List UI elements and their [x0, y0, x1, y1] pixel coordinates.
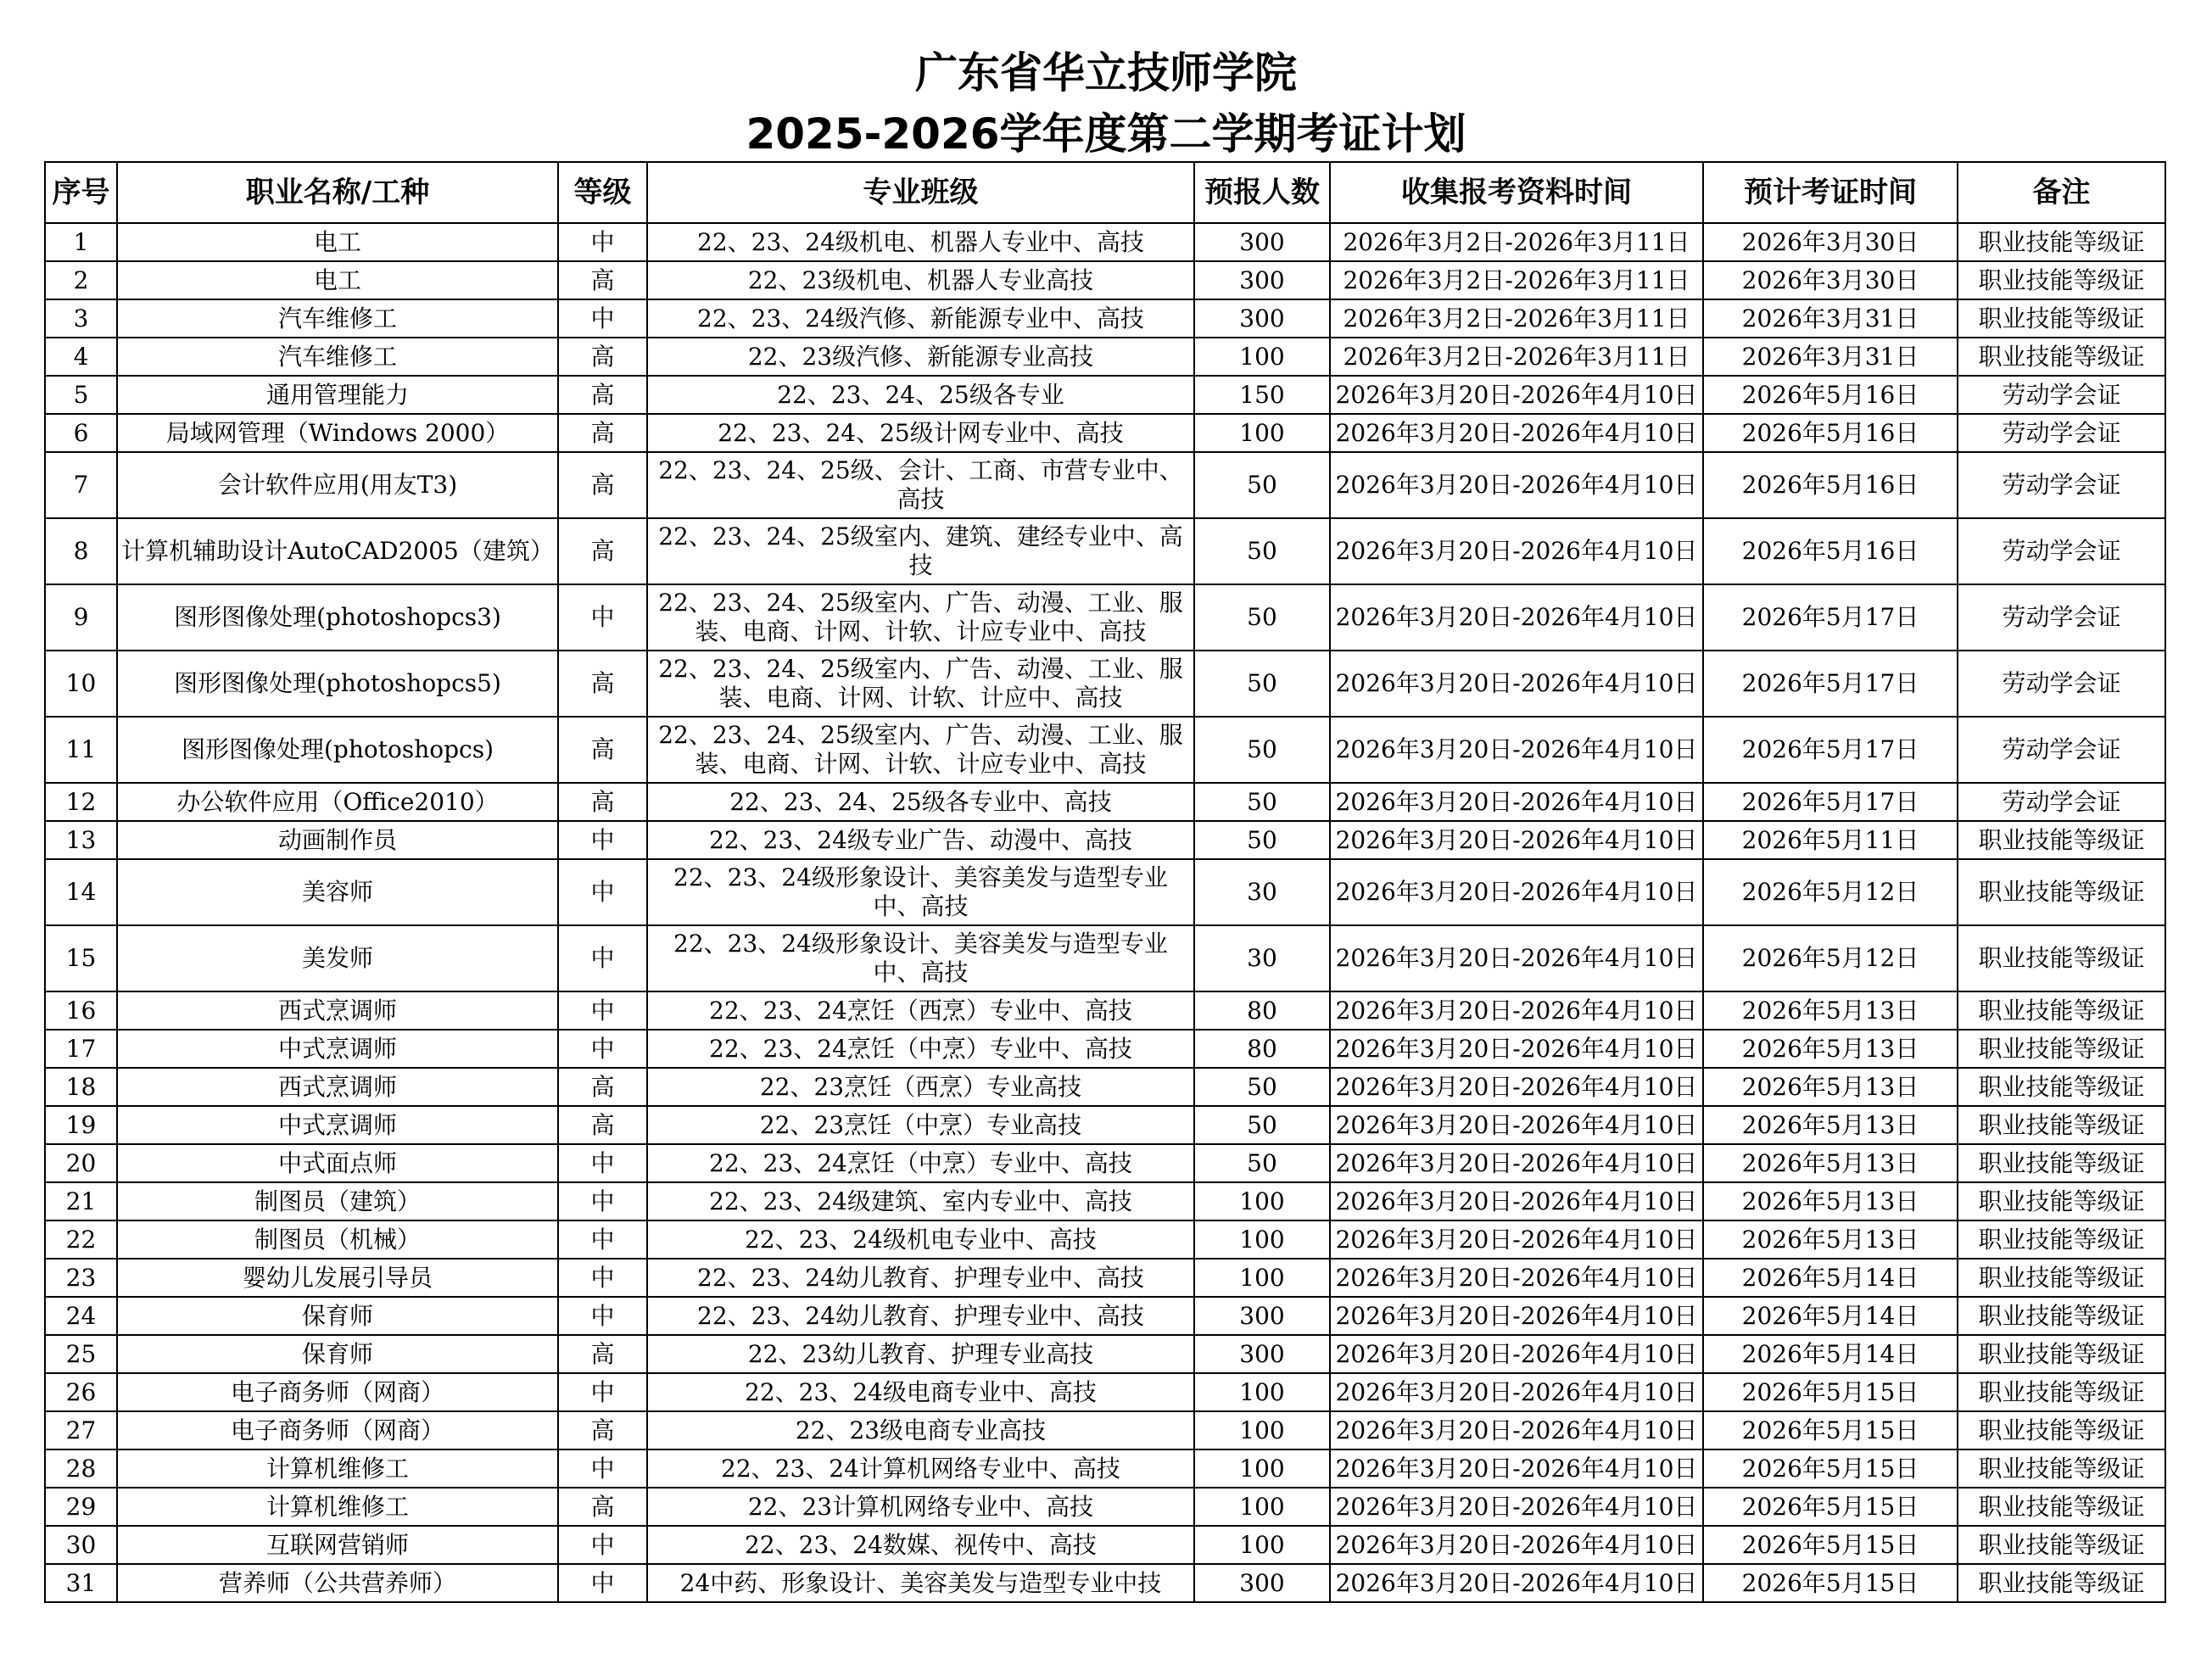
cell-level: 中 [558, 1526, 647, 1564]
cell-collect: 2026年3月20日-2026年4月10日 [1330, 414, 1703, 452]
cell-level: 高 [558, 518, 647, 584]
cell-level: 中 [558, 859, 647, 925]
cell-level: 高 [558, 1411, 647, 1449]
header-no: 序号 [45, 162, 117, 223]
cell-major: 22、23、24、25级各专业中、高技 [647, 783, 1194, 821]
cell-count: 50 [1194, 717, 1330, 783]
cell-major: 22、23、24级形象设计、美容美发与造型专业中、高技 [647, 925, 1194, 991]
cell-exam: 2026年5月13日 [1703, 991, 1958, 1030]
cell-count: 100 [1194, 1259, 1330, 1297]
table-header-row [45, 162, 2165, 223]
cell-no: 22 [45, 1220, 117, 1259]
cell-collect: 2026年3月2日-2026年3月11日 [1330, 299, 1703, 338]
cell-collect: 2026年3月20日-2026年4月10日 [1330, 991, 1703, 1030]
cell-count: 50 [1194, 1068, 1330, 1106]
cell-count: 50 [1194, 452, 1330, 518]
table-row [45, 261, 2165, 299]
cell-level: 高 [558, 452, 647, 518]
cell-no: 19 [45, 1106, 117, 1144]
cell-major: 22、23、24级汽修、新能源专业中、高技 [647, 299, 1194, 338]
table-row [45, 338, 2165, 376]
cell-count: 100 [1194, 1373, 1330, 1411]
cell-level: 中 [558, 1030, 647, 1068]
cell-count: 100 [1194, 338, 1330, 376]
cell-exam: 2026年5月14日 [1703, 1297, 1958, 1335]
cell-exam: 2026年5月15日 [1703, 1411, 1958, 1449]
table-row [45, 925, 2165, 991]
cell-name: 中式面点师 [117, 1144, 558, 1182]
cell-no: 9 [45, 584, 117, 651]
cell-exam: 2026年5月13日 [1703, 1106, 1958, 1144]
cell-level: 中 [558, 1182, 647, 1220]
cell-exam: 2026年5月15日 [1703, 1564, 1958, 1602]
cell-major: 22、23、24级建筑、室内专业中、高技 [647, 1182, 1194, 1220]
cell-name: 美发师 [117, 925, 558, 991]
header-count: 预报人数 [1194, 162, 1330, 223]
cell-count: 50 [1194, 1106, 1330, 1144]
cell-name: 中式烹调师 [117, 1030, 558, 1068]
table-row [45, 1564, 2165, 1602]
cell-collect: 2026年3月20日-2026年4月10日 [1330, 1564, 1703, 1602]
cell-no: 2 [45, 261, 117, 299]
cell-count: 50 [1194, 518, 1330, 584]
cell-collect: 2026年3月20日-2026年4月10日 [1330, 1449, 1703, 1488]
cell-major: 22、23、24、25级、会计、工商、市营专业中、高技 [647, 452, 1194, 518]
cell-exam: 2026年3月31日 [1703, 299, 1958, 338]
cell-exam: 2026年5月13日 [1703, 1220, 1958, 1259]
cell-collect: 2026年3月20日-2026年4月10日 [1330, 859, 1703, 925]
cell-level: 高 [558, 338, 647, 376]
cell-count: 100 [1194, 1449, 1330, 1488]
cell-level: 高 [558, 651, 647, 717]
cell-note: 职业技能等级证 [1958, 1564, 2165, 1602]
cell-collect: 2026年3月2日-2026年3月11日 [1330, 338, 1703, 376]
cell-no: 23 [45, 1259, 117, 1297]
cell-note: 职业技能等级证 [1958, 1182, 2165, 1220]
cell-major: 22、23、24、25级室内、广告、动漫、工业、服装、电商、计网、计软、计应专业中、高技 [647, 584, 1194, 651]
cell-name: 图形图像处理(photoshopcs3) [117, 584, 558, 651]
table-row [45, 452, 2165, 518]
cell-no: 3 [45, 299, 117, 338]
cell-exam: 2026年5月16日 [1703, 518, 1958, 584]
cell-level: 高 [558, 1068, 647, 1106]
cell-count: 300 [1194, 299, 1330, 338]
cell-name: 电工 [117, 261, 558, 299]
table-row [45, 717, 2165, 783]
table-row [45, 376, 2165, 414]
cell-major: 22、23、24级机电、机器人专业中、高技 [647, 223, 1194, 261]
cell-major: 22、23级电商专业高技 [647, 1411, 1194, 1449]
cell-no: 8 [45, 518, 117, 584]
cell-collect: 2026年3月20日-2026年4月10日 [1330, 1220, 1703, 1259]
cell-level: 中 [558, 1449, 647, 1488]
table-row [45, 1449, 2165, 1488]
cell-exam: 2026年5月14日 [1703, 1259, 1958, 1297]
cell-note: 职业技能等级证 [1958, 1411, 2165, 1449]
cell-note: 职业技能等级证 [1958, 1144, 2165, 1182]
cell-collect: 2026年3月20日-2026年4月10日 [1330, 1488, 1703, 1526]
cell-no: 1 [45, 223, 117, 261]
cell-exam: 2026年5月13日 [1703, 1182, 1958, 1220]
cell-note: 劳动学会证 [1958, 584, 2165, 651]
cell-count: 80 [1194, 1030, 1330, 1068]
cell-name: 会计软件应用(用友T3) [117, 452, 558, 518]
cell-major: 22、23、24幼儿教育、护理专业中、高技 [647, 1297, 1194, 1335]
header-note: 备注 [1958, 162, 2165, 223]
cell-count: 50 [1194, 821, 1330, 859]
table-row [45, 1259, 2165, 1297]
cell-name: 动画制作员 [117, 821, 558, 859]
cell-count: 300 [1194, 261, 1330, 299]
cell-exam: 2026年5月17日 [1703, 717, 1958, 783]
cell-exam: 2026年5月15日 [1703, 1526, 1958, 1564]
document-title: 广东省华立技师学院 [915, 48, 1297, 98]
cell-note: 职业技能等级证 [1958, 1449, 2165, 1488]
table-row [45, 1335, 2165, 1373]
cell-major: 22、23、24、25级室内、广告、动漫、工业、服装、电商、计网、计软、计应专业中、高技 [647, 717, 1194, 783]
cell-count: 300 [1194, 223, 1330, 261]
cell-exam: 2026年5月17日 [1703, 651, 1958, 717]
cell-count: 300 [1194, 1297, 1330, 1335]
cell-collect: 2026年3月20日-2026年4月10日 [1330, 1182, 1703, 1220]
exam-plan-table [44, 161, 2166, 1603]
cell-major: 22、23级机电、机器人专业高技 [647, 261, 1194, 299]
cell-name: 电子商务师（网商） [117, 1411, 558, 1449]
cell-level: 中 [558, 1259, 647, 1297]
cell-major: 22、23、24数媒、视传中、高技 [647, 1526, 1194, 1564]
table-row [45, 1182, 2165, 1220]
table-row [45, 783, 2165, 821]
table-row [45, 1030, 2165, 1068]
cell-note: 劳动学会证 [1958, 717, 2165, 783]
cell-no: 31 [45, 1564, 117, 1602]
cell-exam: 2026年5月16日 [1703, 414, 1958, 452]
cell-note: 职业技能等级证 [1958, 1488, 2165, 1526]
table-row [45, 414, 2165, 452]
cell-note: 职业技能等级证 [1958, 1259, 2165, 1297]
cell-name: 汽车维修工 [117, 299, 558, 338]
table-row [45, 1068, 2165, 1106]
cell-major: 22、23级汽修、新能源专业高技 [647, 338, 1194, 376]
cell-level: 中 [558, 584, 647, 651]
cell-collect: 2026年3月20日-2026年4月10日 [1330, 452, 1703, 518]
cell-collect: 2026年3月20日-2026年4月10日 [1330, 1373, 1703, 1411]
cell-name: 通用管理能力 [117, 376, 558, 414]
table-row [45, 584, 2165, 651]
cell-no: 16 [45, 991, 117, 1030]
cell-note: 职业技能等级证 [1958, 1297, 2165, 1335]
cell-no: 5 [45, 376, 117, 414]
cell-collect: 2026年3月20日-2026年4月10日 [1330, 651, 1703, 717]
cell-level: 高 [558, 1335, 647, 1373]
cell-major: 24中药、形象设计、美容美发与造型专业中技 [647, 1564, 1194, 1602]
table-row [45, 1297, 2165, 1335]
cell-name: 计算机维修工 [117, 1449, 558, 1488]
cell-exam: 2026年5月14日 [1703, 1335, 1958, 1373]
cell-level: 中 [558, 1373, 647, 1411]
cell-major: 22、23、24、25级各专业 [647, 376, 1194, 414]
cell-exam: 2026年5月13日 [1703, 1068, 1958, 1106]
cell-level: 高 [558, 261, 647, 299]
cell-level: 中 [558, 1220, 647, 1259]
cell-level: 高 [558, 717, 647, 783]
cell-note: 劳动学会证 [1958, 376, 2165, 414]
cell-exam: 2026年5月17日 [1703, 584, 1958, 651]
cell-collect: 2026年3月20日-2026年4月10日 [1330, 1335, 1703, 1373]
header-collect: 收集报考资料时间 [1330, 162, 1703, 223]
cell-name: 互联网营销师 [117, 1526, 558, 1564]
cell-major: 22、23、24烹饪（中烹）专业中、高技 [647, 1144, 1194, 1182]
header-major: 专业班级 [647, 162, 1194, 223]
cell-no: 18 [45, 1068, 117, 1106]
cell-count: 300 [1194, 1335, 1330, 1373]
cell-level: 高 [558, 414, 647, 452]
cell-note: 职业技能等级证 [1958, 925, 2165, 991]
cell-note: 职业技能等级证 [1958, 1526, 2165, 1564]
cell-exam: 2026年5月15日 [1703, 1488, 1958, 1526]
cell-level: 中 [558, 991, 647, 1030]
cell-level: 中 [558, 925, 647, 991]
cell-major: 22、23幼儿教育、护理专业高技 [647, 1335, 1194, 1373]
table-row [45, 821, 2165, 859]
header-exam: 预计考证时间 [1703, 162, 1958, 223]
cell-collect: 2026年3月20日-2026年4月10日 [1330, 1259, 1703, 1297]
cell-exam: 2026年5月12日 [1703, 925, 1958, 991]
cell-name: 汽车维修工 [117, 338, 558, 376]
cell-name: 计算机维修工 [117, 1488, 558, 1526]
table-row [45, 859, 2165, 925]
cell-exam: 2026年3月31日 [1703, 338, 1958, 376]
cell-count: 100 [1194, 1411, 1330, 1449]
cell-note: 劳动学会证 [1958, 518, 2165, 584]
cell-note: 职业技能等级证 [1958, 338, 2165, 376]
cell-no: 10 [45, 651, 117, 717]
cell-exam: 2026年5月17日 [1703, 783, 1958, 821]
cell-major: 22、23、24级形象设计、美容美发与造型专业中、高技 [647, 859, 1194, 925]
cell-exam: 2026年5月15日 [1703, 1373, 1958, 1411]
cell-no: 21 [45, 1182, 117, 1220]
cell-exam: 2026年3月30日 [1703, 261, 1958, 299]
cell-exam: 2026年5月15日 [1703, 1449, 1958, 1488]
cell-no: 15 [45, 925, 117, 991]
cell-note: 职业技能等级证 [1958, 1068, 2165, 1106]
cell-note: 职业技能等级证 [1958, 261, 2165, 299]
cell-collect: 2026年3月20日-2026年4月10日 [1330, 925, 1703, 991]
cell-name: 西式烹调师 [117, 1068, 558, 1106]
cell-note: 劳动学会证 [1958, 651, 2165, 717]
cell-no: 27 [45, 1411, 117, 1449]
cell-major: 22、23烹饪（中烹）专业高技 [647, 1106, 1194, 1144]
cell-exam: 2026年3月30日 [1703, 223, 1958, 261]
cell-collect: 2026年3月2日-2026年3月11日 [1330, 261, 1703, 299]
cell-no: 7 [45, 452, 117, 518]
table-row [45, 223, 2165, 261]
table-body [45, 223, 2165, 1602]
cell-level: 高 [558, 376, 647, 414]
cell-collect: 2026年3月2日-2026年3月11日 [1330, 223, 1703, 261]
cell-exam: 2026年5月16日 [1703, 376, 1958, 414]
cell-name: 西式烹调师 [117, 991, 558, 1030]
cell-collect: 2026年3月20日-2026年4月10日 [1330, 717, 1703, 783]
table-row [45, 1373, 2165, 1411]
cell-no: 20 [45, 1144, 117, 1182]
cell-no: 13 [45, 821, 117, 859]
cell-collect: 2026年3月20日-2026年4月10日 [1330, 783, 1703, 821]
cell-count: 50 [1194, 783, 1330, 821]
cell-level: 中 [558, 1297, 647, 1335]
cell-count: 100 [1194, 1488, 1330, 1526]
table-row [45, 1144, 2165, 1182]
cell-note: 劳动学会证 [1958, 414, 2165, 452]
cell-no: 6 [45, 414, 117, 452]
cell-exam: 2026年5月16日 [1703, 452, 1958, 518]
cell-collect: 2026年3月20日-2026年4月10日 [1330, 1144, 1703, 1182]
cell-no: 30 [45, 1526, 117, 1564]
cell-count: 50 [1194, 651, 1330, 717]
cell-level: 中 [558, 1144, 647, 1182]
table-row [45, 299, 2165, 338]
cell-name: 婴幼儿发展引导员 [117, 1259, 558, 1297]
cell-count: 150 [1194, 376, 1330, 414]
cell-name: 美容师 [117, 859, 558, 925]
table-row [45, 1488, 2165, 1526]
cell-major: 22、23、24烹饪（中烹）专业中、高技 [647, 1030, 1194, 1068]
cell-exam: 2026年5月13日 [1703, 1144, 1958, 1182]
cell-major: 22、23、24、25级计网专业中、高技 [647, 414, 1194, 452]
cell-collect: 2026年3月20日-2026年4月10日 [1330, 376, 1703, 414]
cell-collect: 2026年3月20日-2026年4月10日 [1330, 1526, 1703, 1564]
cell-name: 保育师 [117, 1335, 558, 1373]
cell-collect: 2026年3月20日-2026年4月10日 [1330, 1106, 1703, 1144]
cell-collect: 2026年3月20日-2026年4月10日 [1330, 1297, 1703, 1335]
cell-count: 30 [1194, 859, 1330, 925]
cell-note: 劳动学会证 [1958, 783, 2165, 821]
cell-name: 计算机辅助设计AutoCAD2005（建筑） [117, 518, 558, 584]
cell-no: 11 [45, 717, 117, 783]
table-row [45, 518, 2165, 584]
table-row [45, 1526, 2165, 1564]
cell-exam: 2026年5月11日 [1703, 821, 1958, 859]
cell-no: 29 [45, 1488, 117, 1526]
document-subtitle: 2025-2026学年度第二学期考证计划 [746, 109, 1466, 159]
cell-name: 办公软件应用（Office2010） [117, 783, 558, 821]
table-row [45, 991, 2165, 1030]
cell-name: 局域网管理（Windows 2000） [117, 414, 558, 452]
cell-note: 职业技能等级证 [1958, 1030, 2165, 1068]
cell-no: 24 [45, 1297, 117, 1335]
cell-no: 17 [45, 1030, 117, 1068]
cell-count: 100 [1194, 1526, 1330, 1564]
cell-name: 制图员（机械） [117, 1220, 558, 1259]
cell-level: 中 [558, 1564, 647, 1602]
cell-name: 图形图像处理(photoshopcs) [117, 717, 558, 783]
header-level: 等级 [558, 162, 647, 223]
cell-major: 22、23、24烹饪（西烹）专业中、高技 [647, 991, 1194, 1030]
cell-collect: 2026年3月20日-2026年4月10日 [1330, 1030, 1703, 1068]
cell-name: 中式烹调师 [117, 1106, 558, 1144]
cell-major: 22、23、24级电商专业中、高技 [647, 1373, 1194, 1411]
cell-count: 50 [1194, 584, 1330, 651]
cell-no: 25 [45, 1335, 117, 1373]
cell-major: 22、23、24计算机网络专业中、高技 [647, 1449, 1194, 1488]
cell-major: 22、23计算机网络专业中、高技 [647, 1488, 1194, 1526]
cell-exam: 2026年5月12日 [1703, 859, 1958, 925]
cell-note: 职业技能等级证 [1958, 1335, 2165, 1373]
cell-major: 22、23、24级机电专业中、高技 [647, 1220, 1194, 1259]
table-row [45, 1411, 2165, 1449]
cell-name: 制图员（建筑） [117, 1182, 558, 1220]
cell-name: 电子商务师（网商） [117, 1373, 558, 1411]
table-row [45, 651, 2165, 717]
cell-no: 26 [45, 1373, 117, 1411]
cell-count: 100 [1194, 414, 1330, 452]
cell-count: 300 [1194, 1564, 1330, 1602]
cell-note: 职业技能等级证 [1958, 223, 2165, 261]
cell-level: 中 [558, 821, 647, 859]
cell-no: 14 [45, 859, 117, 925]
cell-name: 图形图像处理(photoshopcs5) [117, 651, 558, 717]
cell-major: 22、23、24、25级室内、建筑、建经专业中、高技 [647, 518, 1194, 584]
cell-exam: 2026年5月13日 [1703, 1030, 1958, 1068]
cell-major: 22、23、24幼儿教育、护理专业中、高技 [647, 1259, 1194, 1297]
cell-major: 22、23、24级专业广告、动漫中、高技 [647, 821, 1194, 859]
cell-note: 职业技能等级证 [1958, 1106, 2165, 1144]
table-row [45, 1106, 2165, 1144]
cell-name: 电工 [117, 223, 558, 261]
cell-no: 12 [45, 783, 117, 821]
cell-count: 80 [1194, 991, 1330, 1030]
cell-level: 高 [558, 783, 647, 821]
header-name: 职业名称/工种 [117, 162, 558, 223]
cell-level: 中 [558, 299, 647, 338]
cell-note: 职业技能等级证 [1958, 299, 2165, 338]
cell-note: 职业技能等级证 [1958, 1220, 2165, 1259]
cell-count: 100 [1194, 1220, 1330, 1259]
cell-name: 保育师 [117, 1297, 558, 1335]
cell-note: 职业技能等级证 [1958, 821, 2165, 859]
cell-level: 中 [558, 223, 647, 261]
cell-collect: 2026年3月20日-2026年4月10日 [1330, 584, 1703, 651]
cell-major: 22、23烹饪（西烹）专业高技 [647, 1068, 1194, 1106]
cell-note: 职业技能等级证 [1958, 1373, 2165, 1411]
table-row [45, 1220, 2165, 1259]
cell-level: 高 [558, 1106, 647, 1144]
cell-level: 高 [558, 1488, 647, 1526]
cell-collect: 2026年3月20日-2026年4月10日 [1330, 1068, 1703, 1106]
cell-major: 22、23、24、25级室内、广告、动漫、工业、服装、电商、计网、计软、计应中、高技 [647, 651, 1194, 717]
cell-no: 28 [45, 1449, 117, 1488]
cell-note: 劳动学会证 [1958, 452, 2165, 518]
cell-collect: 2026年3月20日-2026年4月10日 [1330, 1411, 1703, 1449]
cell-note: 职业技能等级证 [1958, 991, 2165, 1030]
cell-count: 30 [1194, 925, 1330, 991]
cell-count: 100 [1194, 1182, 1330, 1220]
cell-collect: 2026年3月20日-2026年4月10日 [1330, 821, 1703, 859]
cell-count: 50 [1194, 1144, 1330, 1182]
cell-collect: 2026年3月20日-2026年4月10日 [1330, 518, 1703, 584]
cell-name: 营养师（公共营养师） [117, 1564, 558, 1602]
cell-no: 4 [45, 338, 117, 376]
cell-note: 职业技能等级证 [1958, 859, 2165, 925]
